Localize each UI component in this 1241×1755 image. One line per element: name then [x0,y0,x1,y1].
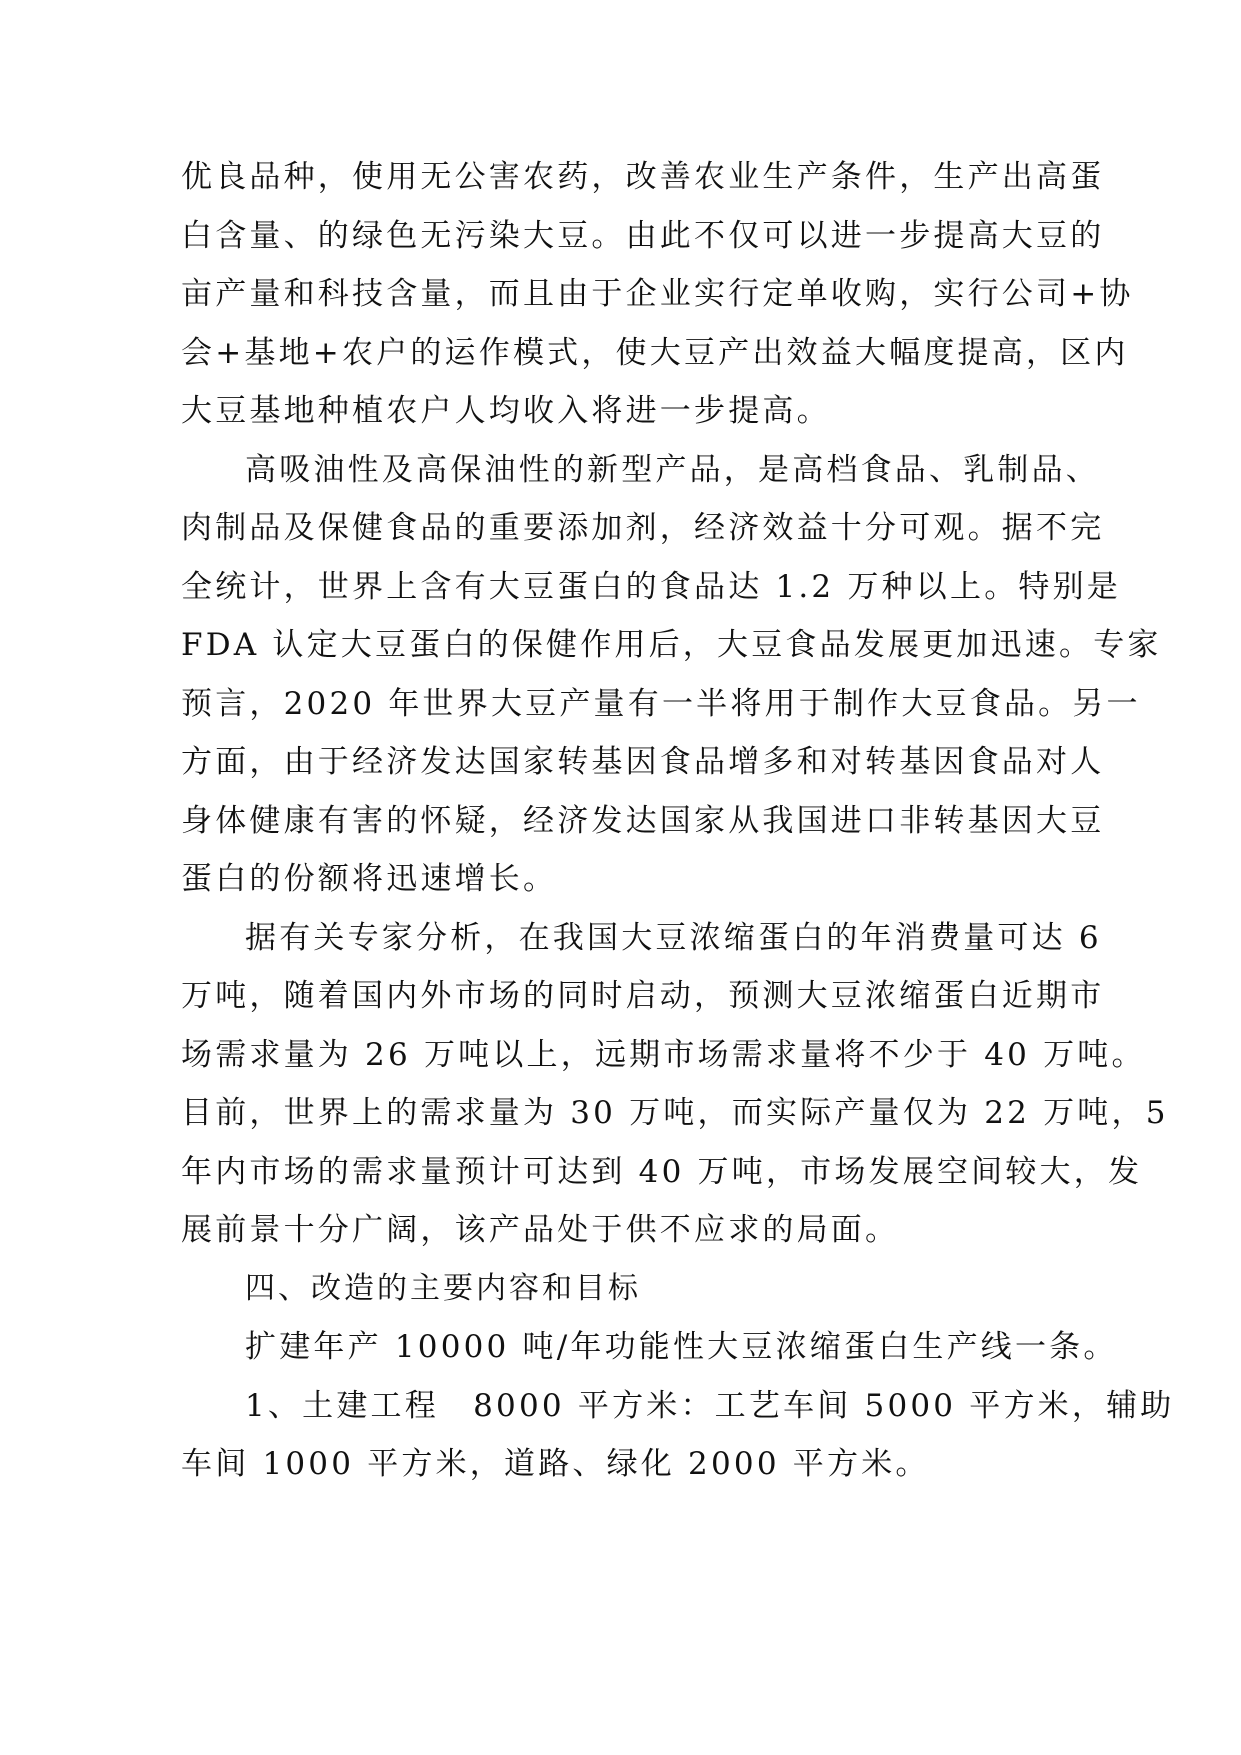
text-line: 蛋白的份额将迅速增长。 [181,861,558,897]
text-line: 万吨，随着国内外市场的同时启动，预测大豆浓缩蛋白近期市 [181,978,1105,1014]
paragraph-start-line: 扩建年产 10000 吨/年功能性大豆浓缩蛋白生产线一条。 [245,1329,1118,1365]
section-heading: 四、改造的主要内容和目标 [245,1270,641,1306]
text-line: 优良品种，使用无公害农药，改善农业生产条件，生产出高蛋 [181,159,1105,195]
text-line: 全统计，世界上含有大豆蛋白的食品达 1.2 万种以上。特别是 [181,568,1122,605]
text-line: 展前景十分广阔，该产品处于供不应求的局面。 [181,1212,900,1248]
text-line: 车间 1000 平方米，道路、绿化 2000 平方米。 [181,1446,930,1482]
text-line: 肉制品及保健食品的重要添加剂，经济效益十分可观。据不完 [181,510,1105,546]
document-body [181,148,1175,1494]
paragraph-start-line: 高吸油性及高保油性的新型产品，是高档食品、乳制品、 [245,451,1100,488]
text-line: 预言，2020 年世界大豆产量有一半将用于制作大豆食品。另一 [181,685,1141,722]
text-line: FDA 认定大豆蛋白的保健作用后，大豆食品发展更加迅速。专家 [181,627,1162,663]
text-line: 白含量、的绿色无污染大豆。由此不仅可以进一步提高大豆的 [181,217,1105,254]
text-line: 亩产量和科技含量，而且由于企业实行定单收购，实行公司+协 [181,276,1134,312]
paragraph-start-line: 1、土建工程 8000 平方米：工艺车间 5000 平方米，辅助 [245,1387,1175,1424]
text-line: 大豆基地种植农户人均收入将进一步提高。 [181,393,831,429]
text-line: 会+基地+农户的运作模式，使大豆产出效益大幅度提高，区内 [181,334,1129,371]
text-line: 场需求量为 26 万吨以上，远期市场需求量将不少于 40 万吨。 [181,1036,1146,1073]
text-line: 身体健康有害的怀疑，经济发达国家从我国进口非转基因大豆 [181,802,1105,839]
paragraph-start-line: 据有关专家分析，在我国大豆浓缩蛋白的年消费量可达 6 [245,919,1102,956]
text-line: 方面，由于经济发达国家转基因食品增多和对转基因食品对人 [181,744,1105,780]
text-line: 年内市场的需求量预计可达到 40 万吨，市场发展空间较大，发 [181,1153,1143,1190]
text-line: 目前，世界上的需求量为 30 万吨，而实际产量仅为 22 万吨，5 [181,1095,1169,1131]
